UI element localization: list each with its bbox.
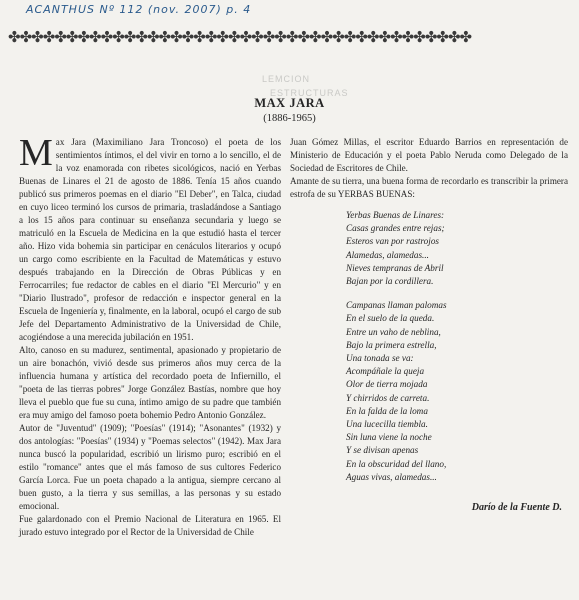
ornament-glyph: ✤ [89, 28, 101, 46]
ornament-glyph: ✤ [19, 28, 32, 46]
ornament-glyph: ✤ [146, 28, 159, 46]
ornament-glyph: ✤ [343, 28, 356, 46]
ornament-glyph: ✤ [123, 28, 136, 46]
poem-line: Olor de tierra mojada [346, 379, 428, 390]
poem-line: Acompáñale la queja [346, 366, 425, 377]
ornament-glyph: ✤ [355, 28, 367, 46]
ornament-glyph: ✤ [459, 28, 472, 46]
ornament-glyph: ✤ [366, 28, 379, 46]
ornament-glyph: ✤ [170, 28, 182, 46]
decorative-border [8, 26, 572, 48]
ornament-glyph: ✤ [447, 28, 460, 46]
ornament-glyph: ✤ [413, 28, 425, 46]
ornament-glyph: ✤ [135, 28, 147, 46]
poem-line: Una tonada se va: [346, 353, 414, 364]
poem-line: Y se divisan apenas [346, 445, 419, 456]
ornament-glyph: ✤ [65, 28, 78, 46]
ornament-glyph: ✤ [239, 28, 252, 46]
ornament-glyph: ✤ [42, 28, 55, 46]
article-title: MAX JARA [254, 96, 325, 110]
ornament-glyph: ✤ [274, 28, 286, 46]
ornament-glyph: ✤ [181, 28, 194, 46]
left-column [19, 132, 281, 539]
ornament-glyph: ✤ [285, 28, 298, 46]
ornament-glyph: ✤ [31, 28, 43, 46]
ornament-glyph: ✤ [332, 28, 344, 46]
paragraph: Alto, canoso en su madurez, sentimental, apasionado y propietario de un aire bonachón, vivió desde sus primeros años muy cerca de la influencia humana y artística del recordado poeta de Infiernillo, el "poeta de las tierras pobres" Jorge González Bastías, nombre que hoy lleva el pueblo que fue su cuna, íntimo amigo de su padre que también era muy amigo del famoso poeta bohemio Pedro Antonio González. [19, 345, 281, 420]
ornament-glyph: ✤ [227, 28, 240, 46]
paragraph: Fue galardonado con el Premio Nacional de Literatura en 1965. El jurado estuvo integrado por el Rector de la Universidad de Chile [19, 514, 281, 537]
ornament-glyph: ✤ [112, 28, 124, 46]
ornament-glyph: ✤ [390, 28, 402, 46]
bleedthrough-text-a: LEMCION [262, 74, 311, 84]
poem-line: Campanas llaman palomas [346, 300, 447, 311]
ornament-glyph: ✤ [378, 28, 391, 46]
poem-line: Casas grandes entre rejas; [346, 223, 445, 234]
poem-line: Esteros van por rastrojos [346, 236, 439, 247]
ornament-glyph: ✤ [77, 28, 90, 46]
paragraph: Max Jara (Maximiliano Jara Troncoso) el poeta de los sentimientos íntimos, el del vivir en torno a lo sencillo, el de la voz enamorada con ribetes sicológicos, nació en Yerbas Buenas de Linares el 21 de agosto de 1886. Tenía 15 años cuando publicó sus primeros poemas en el diario "El Deber", en Talca, ciudad en cuyo liceo terminó los cursos de primaria, trasladándose a Santiago a los 15 años para continuar su enseñanza secundaria y luego se matriculó en la Escuela de Medicina en la que estudió hasta el tercer año. Hizo vida bohemia sin participar en cenáculos literarios y ocupó un cargo como escribiente en la Facultad de Matemáticas y estuvo después trabajando en la Dirección de Obras Públicas y en Ferrocarriles; fue redactor de cables en el diario "El Mercurio" y en "Diario Ilustrado", profesor de redacción e inspector general en la Escuela de Ingeniería y, finalmente, en la laboral, ocupó el cargo de sub Jefe del Departamento Administrativo de la Universidad de Chile, acogiéndose a una merecida jubilación en 1951. [19, 132, 281, 342]
poem-line: Entre un vaho de neblina, [346, 326, 441, 337]
poem-line: Nieves tempranas de Abril [346, 262, 444, 273]
poem-line: Bajo la primera estrella, [346, 339, 437, 350]
poem-line: Yerbas Buenas de Linares: [346, 210, 445, 220]
poem-line: En la obscuridad del llano, [346, 458, 447, 469]
poem-line: Alamedas, alamedas... [346, 249, 429, 260]
ornament-glyph: ✤ [401, 28, 414, 46]
poem-line: Una lucecilla tiembla. [346, 419, 428, 430]
poem-line: Y chirridos de carreta. [346, 392, 430, 403]
ornament-glyph: ✤ [436, 28, 448, 46]
paragraph: Autor de "Juventud" (1909); "Poesías" (1914); "Asonantes" (1932) y dos antologías: "Poesías" (1934) y "Poemas selectos" (1942). Max Jara nunca buscó la popularidad, escribió un lirismo puro; escribió en el estilo "romance" antes que el más famoso de sus cultores Federico García Lorca. Fue un poeta chapado a la antigua, siempre cercano al buen gusto, a la tierra y sus semillas, a las personas y su estado emocional. [19, 423, 281, 511]
ornament-glyph: ✤ [251, 28, 263, 46]
handwritten-reference: ACANTHUS Nº 112 (nov. 2007) p. 4 [26, 3, 252, 16]
poem-excerpt [346, 209, 556, 484]
article-years: (1886-1965) [263, 113, 316, 124]
bleedthrough-text-b: ESTRUCTURAS [270, 88, 349, 98]
drop-cap: M [19, 132, 53, 174]
ornament-glyph: ✤ [424, 28, 437, 46]
ornament-glyph: ✤ [193, 28, 205, 46]
poem-author: Darío de la Fuente D. [471, 502, 562, 513]
poem-line: Sin luna viene la noche [346, 432, 432, 443]
ornament-glyph: ✤ [309, 28, 321, 46]
ornament-glyph: ✤ [54, 28, 66, 46]
poem-line: En el suelo de la queda. [346, 313, 435, 324]
poem-line: En la falda de la loma [346, 405, 428, 416]
ornament-glyph: ✤ [158, 28, 171, 46]
ornament-glyph: ✤ [8, 28, 20, 46]
ornament-glyph: ✤ [216, 28, 228, 46]
right-column [290, 136, 568, 201]
ornament-glyph: ✤ [297, 28, 310, 46]
paragraph: Juan Gómez Millas, el escritor Eduardo Barrios en representación de Ministerio de Educación y el poeta Pablo Neruda como Delegado de la Sociedad de Escritores de Chile. [290, 137, 568, 173]
ornament-glyph: ✤ [204, 28, 217, 46]
poem-line: Aguas vivas, alamedas... [346, 471, 437, 482]
poem-line: Bajan por la cordillera. [346, 276, 434, 287]
ornament-glyph: ✤ [320, 28, 333, 46]
ornament-glyph: ✤ [262, 28, 275, 46]
paragraph: Amante de su tierra, una buena forma de recordarlo es transcribir la primera estrofa de su YERBAS BUENAS: [290, 176, 568, 199]
ornament-glyph: ✤ [100, 28, 113, 46]
